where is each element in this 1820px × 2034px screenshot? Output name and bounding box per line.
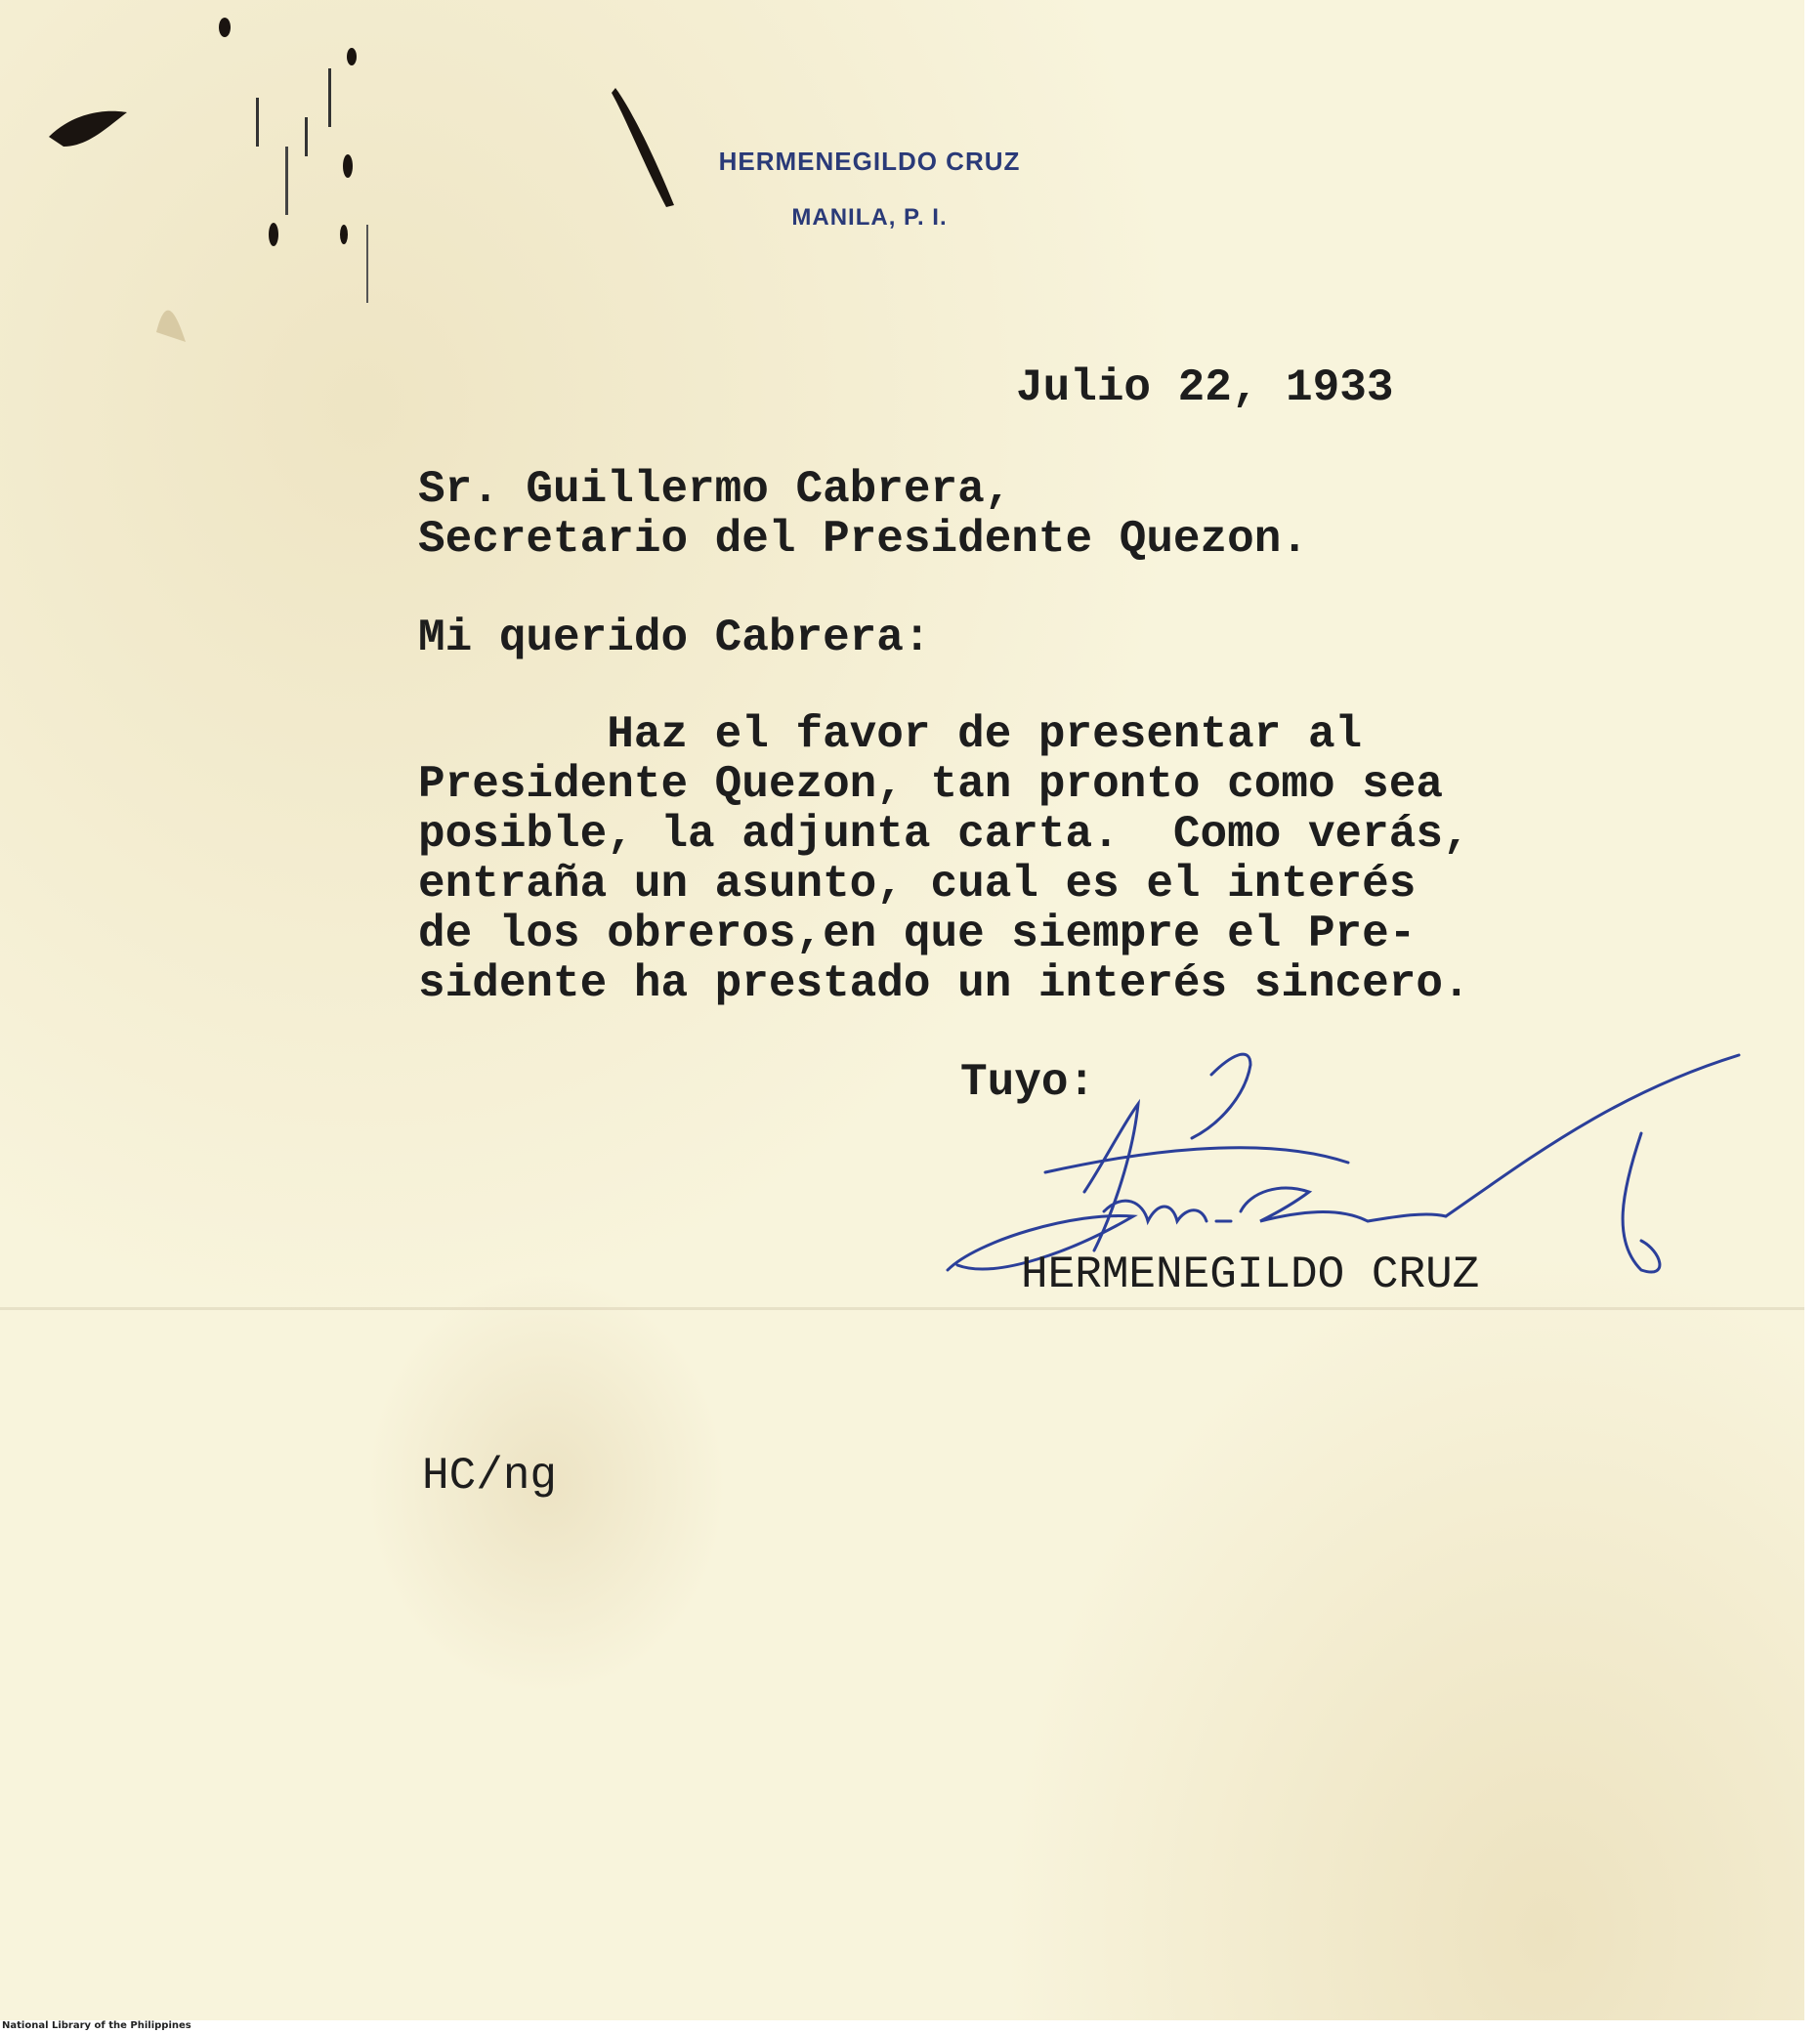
ink-stains bbox=[29, 0, 713, 371]
paper-fold bbox=[0, 1307, 1820, 1310]
addressee-line-2: Secretario del Presidente Quezon. bbox=[418, 514, 1308, 565]
letter-body bbox=[418, 710, 1470, 1009]
body-line: sidente ha prestado un interés sincero. bbox=[418, 958, 1470, 1009]
footer-strip bbox=[0, 2020, 1820, 2034]
body-line: Presidente Quezon, tan pronto como sea bbox=[418, 759, 1443, 810]
letter-date: Julio 22, 1933 bbox=[1016, 362, 1394, 413]
signature-name: HERMENEGILDO CRUZ bbox=[1021, 1250, 1480, 1300]
body-line: Haz el favor de presentar al bbox=[418, 709, 1363, 760]
reference-initials: HC/ng bbox=[422, 1451, 558, 1502]
body-line: entraña un asunto, cual es el interés bbox=[418, 859, 1417, 910]
addressee-line-1: Sr. Guillermo Cabrera, bbox=[418, 464, 1012, 515]
letterhead bbox=[635, 147, 1104, 232]
closing: Tuyo: bbox=[960, 1057, 1096, 1108]
letterhead-name: HERMENEGILDO CRUZ bbox=[718, 147, 1021, 176]
addressee-block bbox=[418, 465, 1308, 565]
body-line: de los obreros,en que siempre el Pre- bbox=[418, 909, 1417, 959]
body-line: posible, la adjunta carta. Como verás, bbox=[418, 809, 1470, 860]
archive-footer: National Library of the Philippines bbox=[2, 2020, 191, 2031]
salutation: Mi querido Cabrera: bbox=[418, 613, 931, 663]
scan-edge bbox=[1804, 0, 1820, 2034]
letterhead-city: MANILA, P. I. bbox=[791, 204, 948, 231]
